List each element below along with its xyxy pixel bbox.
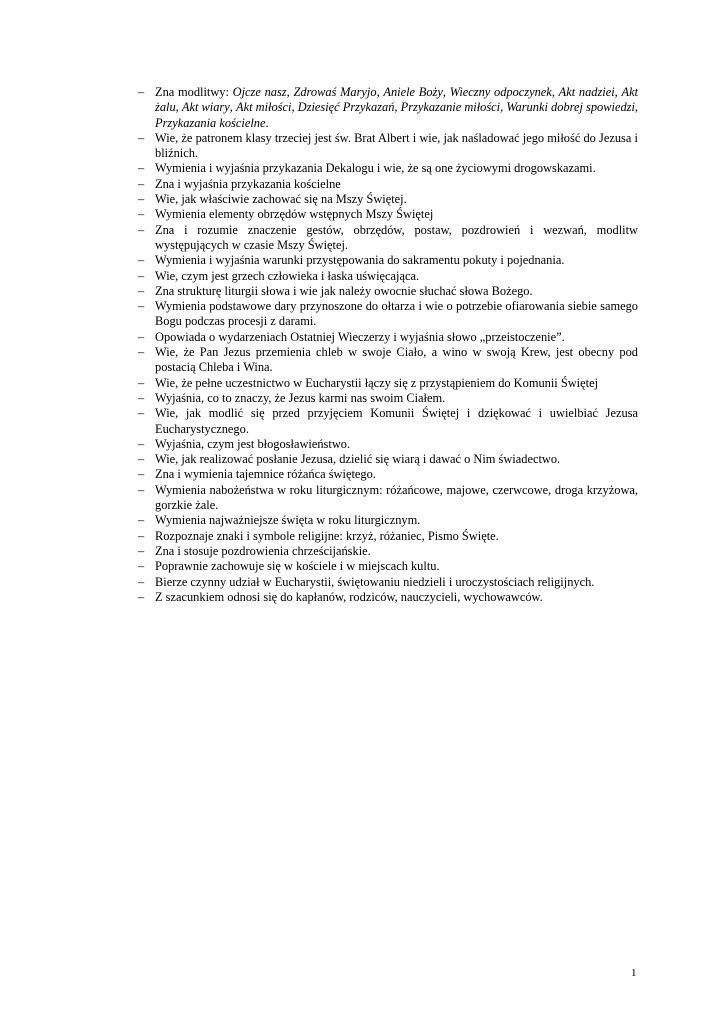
prayer-name: Ojcze nasz	[232, 85, 287, 99]
list-item	[138, 376, 638, 391]
list-dash: –	[138, 130, 145, 145]
prayer-separator: ,	[175, 100, 182, 115]
prayer-name: Zdrowaś Maryjo	[293, 85, 377, 99]
list-item	[138, 437, 638, 452]
list-dash: –	[138, 436, 145, 451]
list-item-text: Bierze czynny udział w Eucharystii, świętowaniu niedzieli i uroczystościach religijnych.	[155, 574, 595, 589]
list-item-text: Wie, jak realizować posłanie Jezusa, dzielić się wiarą i dawać o Nim świadectwo.	[155, 452, 561, 467]
list-dash: –	[138, 85, 145, 99]
list-dash: –	[138, 375, 145, 390]
list-item-text: Wie, że Pan Jezus przemienia chleb w swoje Ciało, a wino w swoją Krew, jest obecny pod postacią Chleba i Wina.	[155, 345, 638, 375]
list-item	[138, 483, 638, 514]
list-dash: –	[138, 176, 145, 191]
prayer-separator: ,	[442, 85, 450, 99]
list-item	[138, 345, 638, 376]
list-dash: –	[138, 222, 145, 237]
prayer-name: Akt żalu	[155, 85, 639, 115]
list-item-text: Wyjaśnia, czym jest błogosławieństwo.	[155, 436, 351, 451]
list-dash: –	[138, 528, 145, 543]
list-item	[138, 452, 638, 467]
list-dash: –	[138, 574, 145, 589]
list-dash: –	[138, 467, 145, 482]
list-item	[138, 575, 638, 590]
list-dash: –	[138, 406, 145, 421]
list-dash: –	[138, 207, 145, 222]
list-item	[138, 284, 638, 299]
list-item	[138, 161, 638, 176]
list-item	[138, 192, 638, 207]
list-item-text: Wymienia i wyjaśnia warunki przystępowania do sakramentu pokuty i pojednania.	[155, 253, 565, 268]
list-item	[138, 467, 638, 482]
list-item	[138, 299, 638, 330]
list-item-text: Wymienia podstawowe dary przynoszone do ołtarza i wie o potrzebie ofiarowania siebie samego Bogu podczas procesji z darami.	[155, 299, 638, 329]
list-item	[138, 253, 638, 268]
prayer-name: Akt nadziei	[558, 85, 615, 99]
prayer-name: Przykazania kościelne	[155, 115, 266, 130]
prayer-name: Wieczny odpoczynek	[449, 85, 552, 99]
list-item-text: Zna strukturę liturgii słowa i wie jak należy owocnie słuchać słowa Bożego.	[155, 283, 533, 298]
list-item-text: Poprawnie zachowuje się w kościele i w miejscach kultu.	[155, 559, 440, 574]
prayer-name: Aniele Boży	[383, 85, 443, 99]
prayers-intro: Zna modlitwy:	[155, 85, 233, 99]
list-item-text: Wymienia nabożeństwa w roku liturgicznym: różańcowe, majowe, czerwcowe, droga krzyżowa, gorzkie żale.	[155, 482, 638, 513]
list-item	[138, 131, 638, 162]
list-item-text: Wie, jak modlić się przed przyjęciem Komunii Świętej i dziękować i uwielbiać Jezusa Eucharystycznego.	[155, 406, 638, 436]
list-item-text: Wymienia najważniejsze święta w roku liturgicznym.	[155, 513, 421, 528]
list-item	[138, 223, 638, 254]
prayer-separator: ,	[229, 100, 236, 115]
list-item-text: Z szacunkiem odnosi się do kapłanów, rodziców, nauczycieli, wychowawców.	[155, 589, 543, 604]
list-dash: –	[138, 299, 145, 314]
list-item-text: Zna i stosuje pozdrowienia chrześcijańskie.	[155, 543, 371, 558]
list-item	[138, 529, 638, 544]
list-item	[138, 590, 638, 605]
list-dash: –	[138, 268, 145, 283]
prayer-separator: ,	[634, 100, 639, 115]
list-item	[138, 559, 638, 574]
list-dash: –	[138, 329, 145, 344]
list-dash: –	[138, 345, 145, 360]
list-item-text: Wymienia elementy obrzędów wstępnych Mszy Świętej	[155, 207, 434, 222]
list-dash: –	[138, 161, 145, 176]
list-item-text: Zna i rozumie znaczenie gestów, obrzędów, postaw, pozdrowień i wezwań, modlitw występujących w czasie Mszy Świętej.	[155, 222, 638, 252]
list-dash: –	[138, 559, 145, 574]
list-dash: –	[138, 543, 145, 558]
prayer-separator: ,	[614, 85, 622, 99]
list-item-text: Zna i wymienia tajemnice różańca świętego.	[155, 467, 376, 482]
list-item	[138, 544, 638, 559]
list-item	[138, 207, 638, 222]
prayer-separator: ,	[551, 85, 559, 99]
prayer-name: Akt miłości	[236, 100, 292, 115]
list-item-text: Zna i wyjaśnia przykazania kościelne	[155, 176, 341, 191]
list-item-text: Wie, jak właściwie zachować się na Mszy Świętej.	[155, 192, 407, 207]
list-dash: –	[138, 482, 145, 497]
prayer-name: Przykazanie miłości	[400, 100, 501, 115]
list-item-text: Wyjaśnia, co to znaczy, że Jezus karmi nas swoim Ciałem.	[155, 390, 446, 405]
prayer-name: Akt wiary	[181, 100, 230, 115]
page-number: 1	[631, 967, 637, 979]
list-item-text: Wie, że pełne uczestnictwo w Eucharystii łączy się z przystąpieniem do Komunii Świętej	[155, 375, 599, 390]
list-item	[138, 391, 638, 406]
list-item	[138, 330, 638, 345]
list-item	[138, 406, 638, 437]
prayer-separator: ,	[376, 85, 384, 99]
prayer-separator: ,	[291, 100, 298, 115]
list-dash: –	[138, 390, 145, 405]
prayer-separator: ,	[286, 85, 294, 99]
list-item-text: Rozpoznaje znaki i symbole religijne: krzyż, różaniec, Pismo Święte.	[155, 528, 499, 543]
prayer-separator: ,	[500, 100, 507, 115]
list-dash: –	[138, 253, 145, 268]
list-item-prayers	[138, 85, 638, 131]
list-item-text: Wie, że patronem klasy trzeciej jest św. Brat Albert i wie, jak naśladować jego miłość do Jezusa i bliźnich.	[155, 130, 638, 161]
list-dash: –	[138, 283, 145, 298]
requirements-list	[138, 85, 638, 605]
prayer-separator: .	[265, 115, 269, 130]
prayer-name: Warunki dobrej spowiedzi	[506, 100, 635, 115]
list-item	[138, 269, 638, 284]
prayer-separator: ,	[394, 100, 401, 115]
list-item	[138, 177, 638, 192]
list-dash: –	[138, 513, 145, 528]
list-dash: –	[138, 192, 145, 207]
list-dash: –	[138, 452, 145, 467]
document-page	[138, 85, 638, 605]
list-item-text: Opowiada o wydarzeniach Ostatniej Wieczerzy i wyjaśnia słowo „przeistoczenie”.	[155, 329, 565, 344]
prayer-name: Dziesięć Przykazań	[297, 100, 395, 115]
list-item-text: Wymienia i wyjaśnia przykazania Dekalogu i wie, że są one życiowymi drogowskazami.	[155, 161, 596, 176]
list-dash: –	[138, 589, 145, 604]
list-item-text: Wie, czym jest grzech człowieka i łaska uświęcająca.	[155, 268, 420, 283]
list-item	[138, 513, 638, 528]
